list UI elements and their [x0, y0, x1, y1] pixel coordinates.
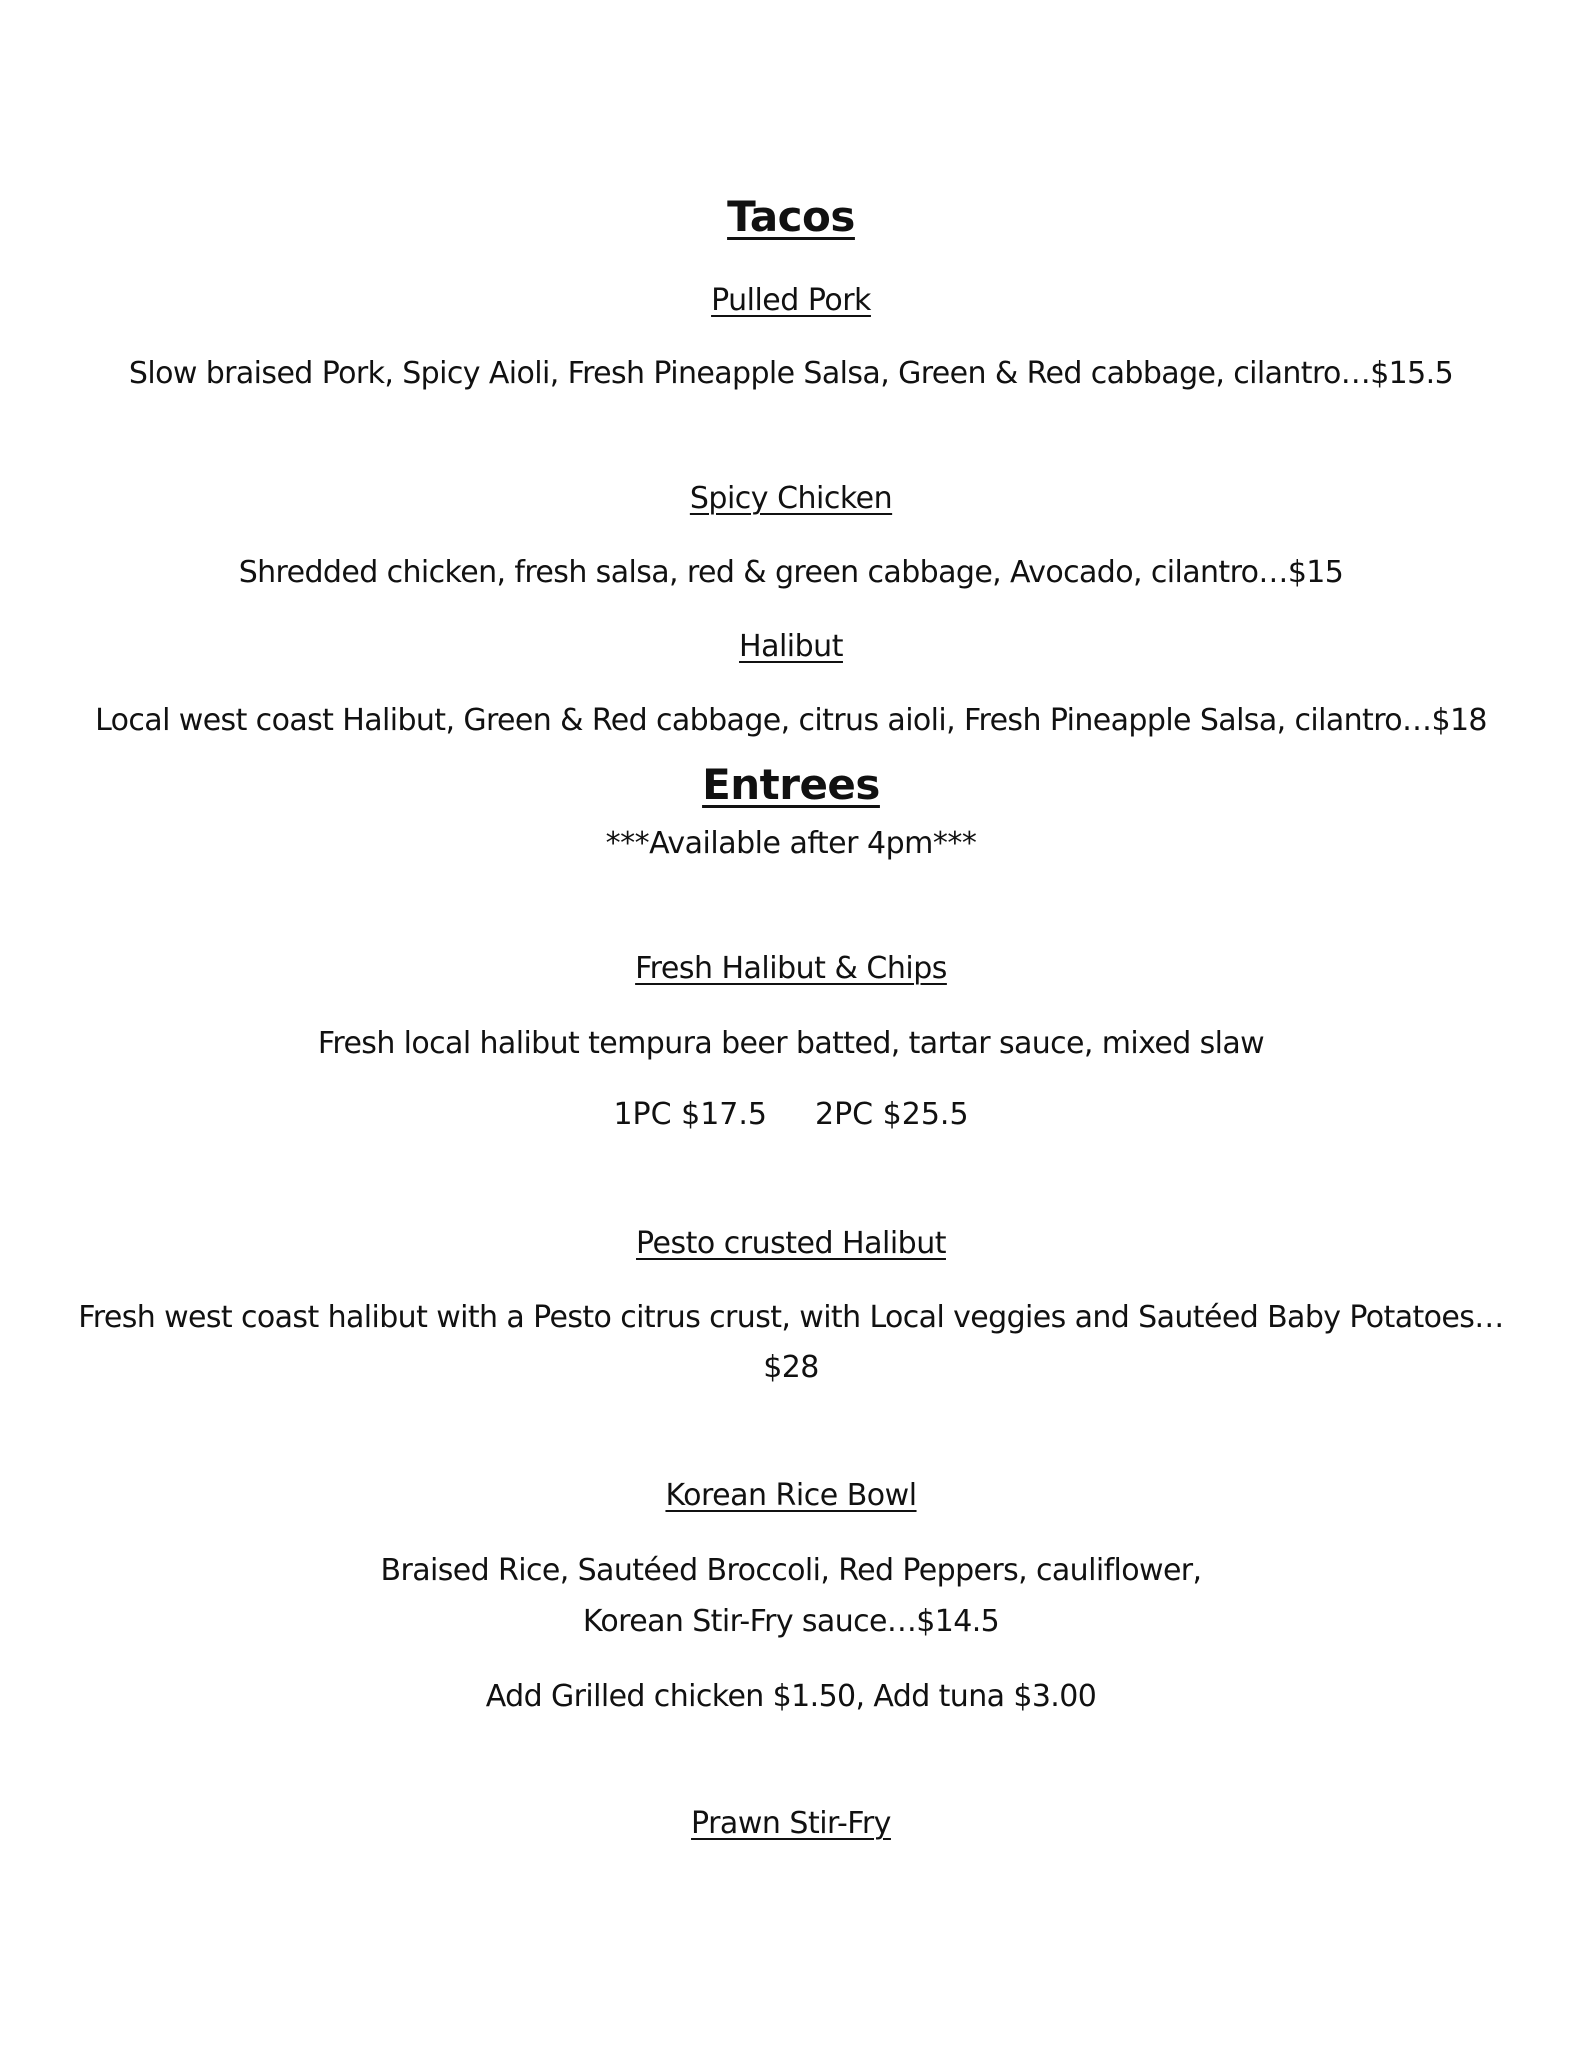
taco-description-spicy-chicken: Shredded chicken, fresh salsa, red & green cabbage, Avocado, cilantro…$15: [238, 555, 1344, 590]
entree-prices-halibut-chips: [0, 1097, 1582, 1132]
taco-description-pulled-pork: Slow braised Pork, Spicy Aioli, Fresh Pineapple Salsa, Green & Red cabbage, cilantro…$15.5: [128, 356, 1454, 391]
entree-description-korean-rice-bowl-line1: Braised Rice, Sautéed Broccoli, Red Peppers, cauliflower,: [380, 1553, 1202, 1588]
price-1pc: 1PC $17.5: [613, 1097, 767, 1132]
taco-name-halibut: Halibut: [739, 629, 843, 664]
entrees-section-title: Entrees: [702, 760, 880, 809]
entree-name-pesto-halibut: Pesto crusted Halibut: [636, 1226, 946, 1261]
entree-description-pesto-halibut-line2: $28: [763, 1350, 819, 1385]
entree-name-prawn-stir-fry: Prawn Stir-Fry: [691, 1806, 891, 1841]
entree-name-halibut-chips: Fresh Halibut & Chips: [635, 951, 947, 986]
entree-name-korean-rice-bowl: Korean Rice Bowl: [665, 1478, 917, 1513]
price-2pc: 2PC $25.5: [815, 1097, 969, 1132]
entree-addons-korean-rice-bowl: Add Grilled chicken $1.50, Add tuna $3.00: [485, 1679, 1097, 1714]
entree-description-korean-rice-bowl-line2: Korean Stir-Fry sauce…$14.5: [582, 1604, 1000, 1639]
entree-description-halibut-chips: Fresh local halibut tempura beer batted, tartar sauce, mixed slaw: [317, 1026, 1265, 1061]
taco-name-pulled-pork: Pulled Pork: [711, 283, 871, 318]
entrees-availability-note: ***Available after 4pm***: [605, 826, 977, 861]
tacos-section-title: Tacos: [727, 192, 855, 241]
taco-description-halibut: Local west coast Halibut, Green & Red cabbage, citrus aioli, Fresh Pineapple Salsa, cilantro…$18: [95, 703, 1487, 738]
taco-name-spicy-chicken: Spicy Chicken: [689, 481, 893, 516]
entree-description-pesto-halibut-line1: Fresh west coast halibut with a Pesto citrus crust, with Local veggies and Sautéed Baby Potatoes…: [78, 1300, 1504, 1335]
